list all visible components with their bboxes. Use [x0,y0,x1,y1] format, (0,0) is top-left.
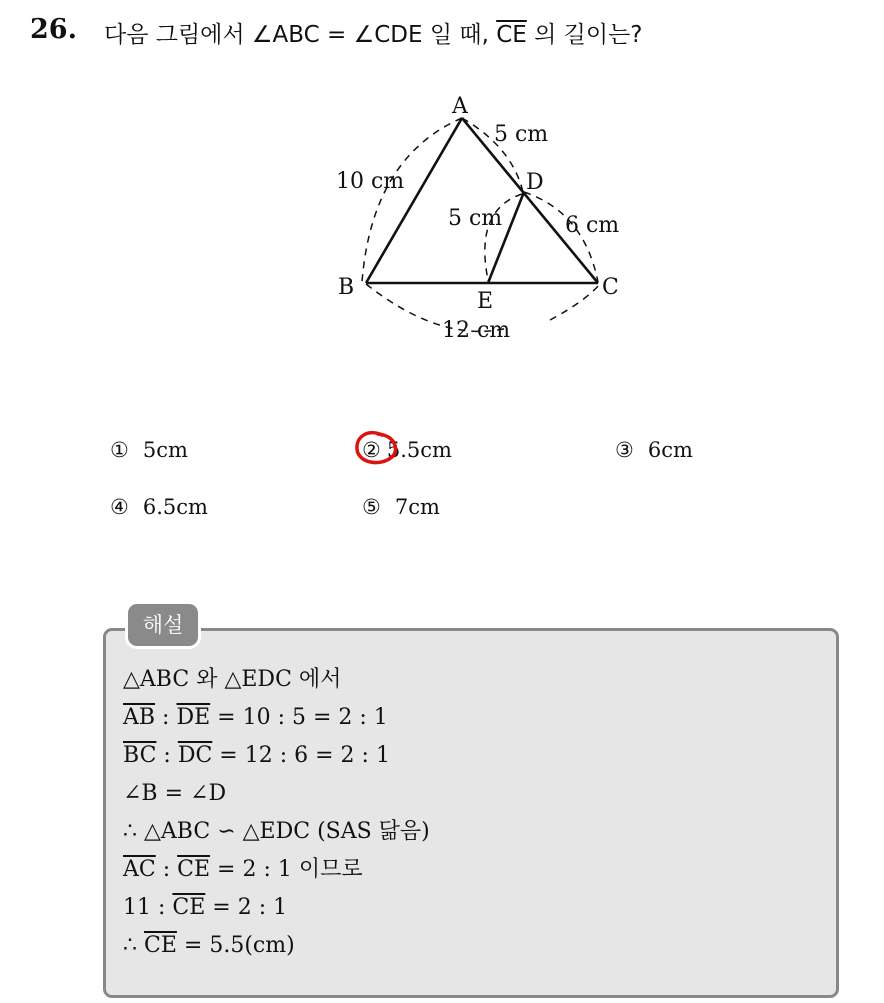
choice-4[interactable] [110,495,208,519]
label-c: C [602,275,619,300]
solution-line-7-pre: 11 : [123,895,173,920]
choice-4-text: 6.5cm [142,495,208,519]
choice-3-number: ③ [615,438,634,462]
question-number: 26. [30,14,77,45]
solution-line-1 [123,661,430,699]
choice-1-number: ① [110,438,129,462]
solution-line-3 [123,737,430,775]
solution-line-7-rest: = 2 : 1 [205,895,288,920]
segment-dc: $\overline{DC}$ [177,743,213,768]
choice-3-text: 6cm [647,438,693,462]
choice-1-text: 5cm [142,438,188,462]
choice-3[interactable] [615,438,693,462]
segment-de-text: $\overline{DE}$ [176,705,211,730]
solution-line-6 [123,851,430,889]
question-text-part-1: 다음 그림에서 ∠ABC = ∠CDE 일 때, [104,22,497,48]
solution-line-2-sep: : [155,705,177,730]
label-a: A [452,94,468,119]
solution-line-2-rest: = 10 : 5 = 2 : 1 [210,705,388,730]
choice-4-number: ④ [110,495,129,519]
solution-line-3-sep: : [156,743,178,768]
choice-5-number: ⑤ [362,495,381,519]
solution-lines [123,661,430,965]
label-e: E [477,289,494,314]
solution-line-2 [123,699,430,737]
choice-1[interactable] [110,438,188,462]
solution-line-8 [123,927,430,965]
arc-bc-right [550,284,600,320]
solution-line-1-text: △ABC 와 △EDC 에서 [123,667,342,692]
solution-line-6-rest: = 2 : 1 이므로 [210,857,363,882]
segment-bc: $\overline{BC}$ [123,743,157,768]
solution-line-3-rest: = 12 : 6 = 2 : 1 [212,743,390,768]
length-bc: 12 cm [442,318,511,343]
solution-line-5 [123,813,430,851]
answer-mark [352,429,400,469]
length-de: 5 cm [448,206,503,231]
solution-line-4-text: ∠B = ∠D [123,781,227,806]
choice-2-text: 5.5cm [386,438,452,462]
segment-ab: $\overline{AB}$ [123,705,156,730]
solution-line-6-sep: : [155,857,178,882]
question-text-part-3: 의 길이는? [526,22,643,48]
choice-5-text: 7cm [394,495,440,519]
segment-ce-eq: $\overline{CE}$ [172,895,206,920]
choice-2-number: ② [362,438,381,462]
question-text [104,16,643,49]
triangle-figure [322,82,642,352]
length-ab: 10 cm [336,169,405,194]
segment-ac: $\overline{AC}$ [123,857,156,882]
segment-ce-ratio: $\overline{CE}$ [177,857,211,882]
segment-ce-answer: $\overline{CE}$ [144,933,177,958]
label-b: B [338,275,355,300]
solution-line-8-pre: ∴ [123,933,144,958]
choice-5[interactable] [362,495,440,519]
solution-line-4 [123,775,430,813]
label-d: D [526,170,544,195]
segment-ce: $\overline{CE}$ [496,22,527,48]
length-ad: 5 cm [494,122,549,147]
solution-line-8-rest: = 5.5(cm) [176,933,295,958]
solution-line-7 [123,889,430,927]
length-dc: 6 cm [565,213,620,238]
solution-line-5-text: ∴ △ABC ∽ △EDC (SAS 닮음) [123,819,430,844]
solution-tag: 해설 [128,604,198,646]
